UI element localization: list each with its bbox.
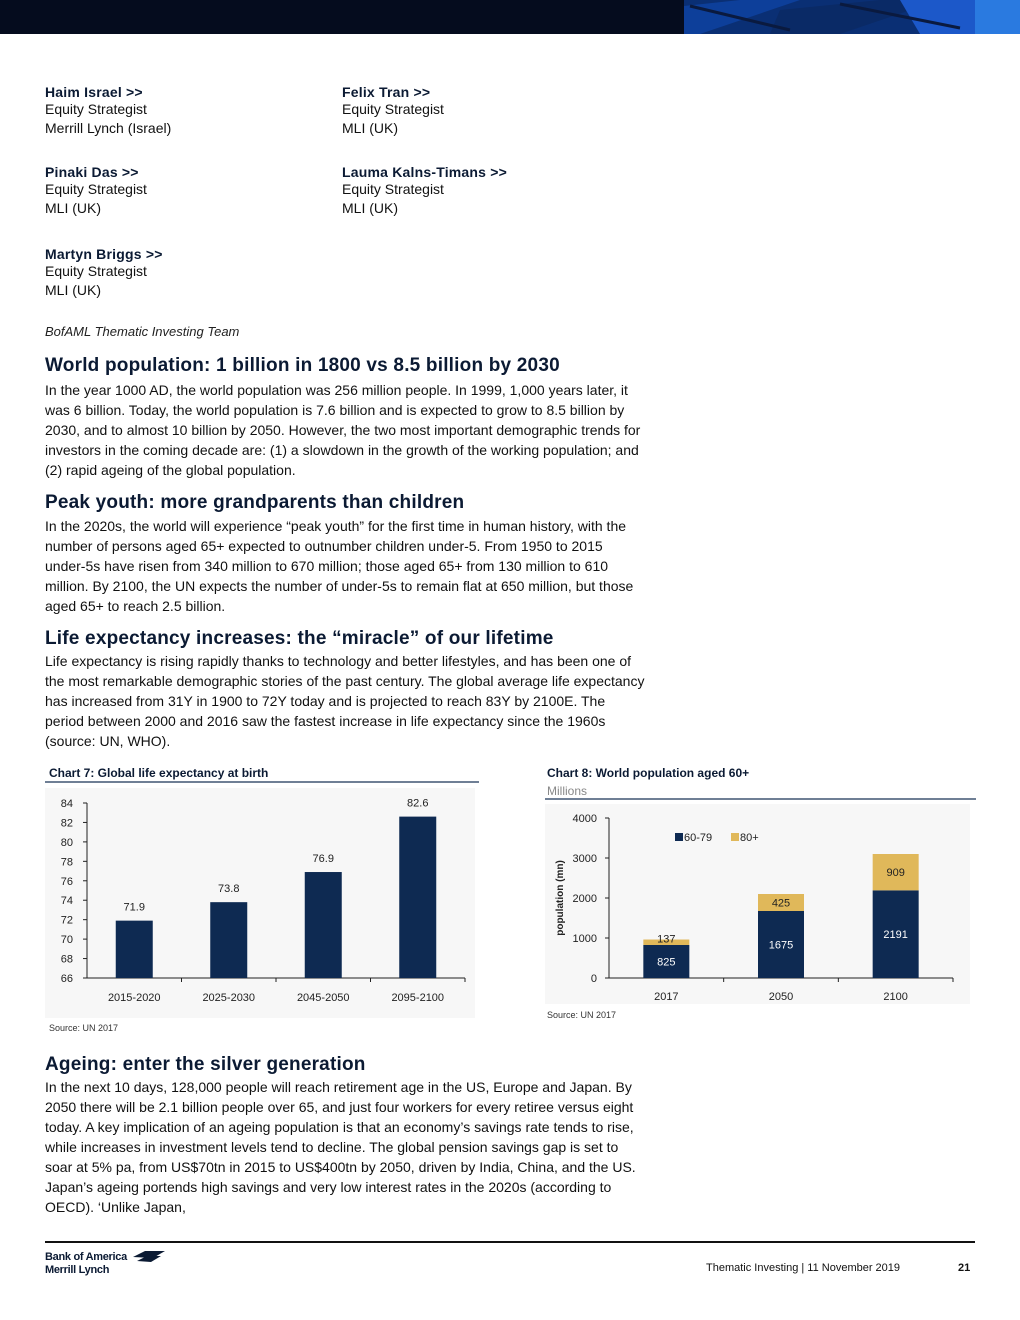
x-tick-label: 2100 — [883, 991, 908, 1003]
author-card — [45, 164, 147, 218]
life-expectancy-chart — [45, 788, 475, 1018]
y-tick-label: 72 — [60, 914, 73, 927]
legend-label: 60-79 — [684, 832, 713, 844]
legend-label: 80+ — [740, 832, 759, 844]
author-title: Equity Strategist — [45, 101, 147, 117]
bar-value-label: 76.9 — [312, 853, 334, 866]
bar-value-label: 71.9 — [123, 901, 145, 914]
y-tick-label: 82 — [60, 817, 73, 830]
bar-segment-label: 137 — [657, 933, 676, 946]
section-body: In the 2020s, the world will experience “peak youth” for the first time in human history, with the number of persons aged 65+ expected to outnumber children under-5. From 1950 to 2015 under-5s have risen from 340 million to 670 million; those aged 65+ from 130 million to 610 million. By 2100, the UN expects the number of under-5s to remain flat at 650 million, but those aged 65+ to reach 2.5 billion. — [45, 518, 634, 614]
section-heading: Life expectancy increases: the “miracle” of our lifetime — [45, 628, 554, 649]
author-firm: MLI (UK) — [45, 282, 101, 298]
section-body: Life expectancy is rising rapidly thanks to technology and better lifestyles, and has been one of the most remarkable demographic stories of the past century. The global average life expectancy has increased from 31Y in 1900 to 72Y today and is projected to reach 83Y by 2100E. The period between 2000 and 2016 saw the fastest increase in life expectancy since the 1960s (source: UN, WHO). — [45, 653, 645, 749]
y-tick-label: 84 — [60, 798, 73, 810]
section-body: In the next 10 days, 128,000 people will reach retirement age in the US, Europe and Japan. By 2050 there will be 2.1 billion people over 65, and just four workers for every retiree versus eight today. A key implication of an ageing population is that an economy’s savings rate tends to rise, while increases in investment levels tend to decline. The global pension savings gap is set to soar at 5% pa, from US$70tn in 2015 to US$400tn by 2050, driven by India, China, and the US. Japan’s ageing portends high savings and very low interest rates in the 2020s (according to OECD). ‘Unlike Japan, — [45, 1079, 636, 1215]
author-card — [342, 84, 444, 138]
author-card — [342, 164, 507, 218]
bar — [210, 902, 247, 978]
bar-value-label: 73.8 — [218, 883, 240, 896]
page-number: 21 — [958, 1262, 971, 1274]
logo-line-2: Merrill Lynch — [45, 1264, 110, 1276]
y-tick-label: 76 — [60, 875, 73, 888]
logo-line-1: Bank of America — [45, 1251, 127, 1263]
author-firm: MLI (UK) — [342, 120, 398, 136]
bar — [116, 921, 153, 978]
author-name-link[interactable]: Pinaki Das >> — [45, 164, 139, 180]
team-label: BofAML Thematic Investing Team — [45, 324, 240, 339]
y-tick-label: 80 — [60, 836, 73, 849]
flag-icon — [131, 1249, 167, 1265]
top-banner — [0, 0, 1020, 34]
y-tick-label: 2000 — [572, 893, 597, 905]
author-title: Equity Strategist — [342, 181, 444, 197]
bar-value-label: 82.6 — [407, 797, 429, 810]
x-tick-label: 2017 — [654, 991, 679, 1003]
author-title: Equity Strategist — [45, 263, 147, 279]
author-firm: MLI (UK) — [342, 200, 398, 216]
chart-title-rule — [545, 798, 976, 800]
y-tick-label: 74 — [60, 895, 73, 908]
chart-title: Chart 8: World population aged 60+ — [547, 766, 750, 780]
y-tick-label: 66 — [60, 973, 73, 985]
section-body: In the year 1000 AD, the world population was 256 million people. In 1999, 1,000 years later, it was 6 billion. Today, the world population is 7.6 billion and is expected to grow to 8.5 billion by 2030, and to almost 10 billion by 2050. However, the two most important demographic trends for investors in the coming decade are: (1) a slowdown in the growth of the working population; and (2) rapid ageing of the global population. — [45, 382, 641, 478]
chart-source: Source: UN 2017 — [547, 1010, 617, 1020]
section-heading: Peak youth: more grandparents than children — [45, 492, 465, 513]
section-heading: Ageing: enter the silver generation — [45, 1054, 366, 1075]
bar-segment-label: 425 — [771, 897, 791, 910]
bar — [399, 817, 436, 978]
chart-subtitle: Millions — [547, 784, 588, 798]
bar-segment-label: 825 — [657, 956, 676, 969]
bar-segment-label: 2191 — [883, 929, 908, 942]
author-firm: Merrill Lynch (Israel) — [45, 120, 172, 136]
author-card — [45, 246, 163, 300]
x-tick-label: 2015-2020 — [107, 992, 161, 1004]
footer-rule — [45, 1241, 975, 1243]
brand-logo — [45, 1251, 127, 1277]
y-tick-label: 78 — [60, 856, 73, 869]
author-name-link[interactable]: Martyn Briggs >> — [45, 246, 163, 262]
author-card — [45, 84, 171, 138]
y-tick-label: 1000 — [572, 933, 597, 945]
author-title: Equity Strategist — [45, 181, 147, 197]
section-heading: World population: 1 billion in 1800 vs 8.5 billion by 2030 — [45, 355, 560, 376]
y-axis-label: population (mn) — [555, 860, 566, 936]
x-tick-label: 2045-2050 — [296, 992, 350, 1004]
y-tick-label: 0 — [590, 973, 597, 985]
chart-source: Source: UN 2017 — [49, 1023, 119, 1033]
bar-segment-label: 1675 — [768, 939, 794, 952]
population-60plus-chart — [545, 804, 970, 1004]
author-firm: MLI (UK) — [45, 200, 101, 216]
y-tick-label: 4000 — [572, 813, 597, 825]
y-tick-label: 70 — [60, 934, 73, 947]
x-tick-label: 2050 — [768, 991, 794, 1003]
legend-swatch — [731, 833, 739, 841]
x-tick-label: 2025-2030 — [202, 992, 256, 1004]
author-name-link[interactable]: Lauma Kalns-Timans >> — [342, 164, 508, 180]
y-tick-label: 68 — [60, 953, 73, 966]
chart-title: Chart 7: Global life expectancy at birth — [49, 766, 269, 780]
footer-report-info: Thematic Investing | 11 November 2019 — [706, 1262, 901, 1274]
bar — [305, 872, 342, 978]
author-name-link[interactable]: Felix Tran >> — [342, 84, 431, 100]
author-name-link[interactable]: Haim Israel >> — [45, 84, 143, 100]
x-tick-label: 2095-2100 — [391, 992, 445, 1004]
legend-swatch — [675, 833, 683, 841]
y-tick-label: 3000 — [572, 853, 597, 865]
author-title: Equity Strategist — [342, 101, 444, 117]
bar-segment-label: 909 — [886, 867, 905, 880]
chart-title-rule — [45, 781, 479, 783]
banner-graphic — [0, 0, 1020, 34]
